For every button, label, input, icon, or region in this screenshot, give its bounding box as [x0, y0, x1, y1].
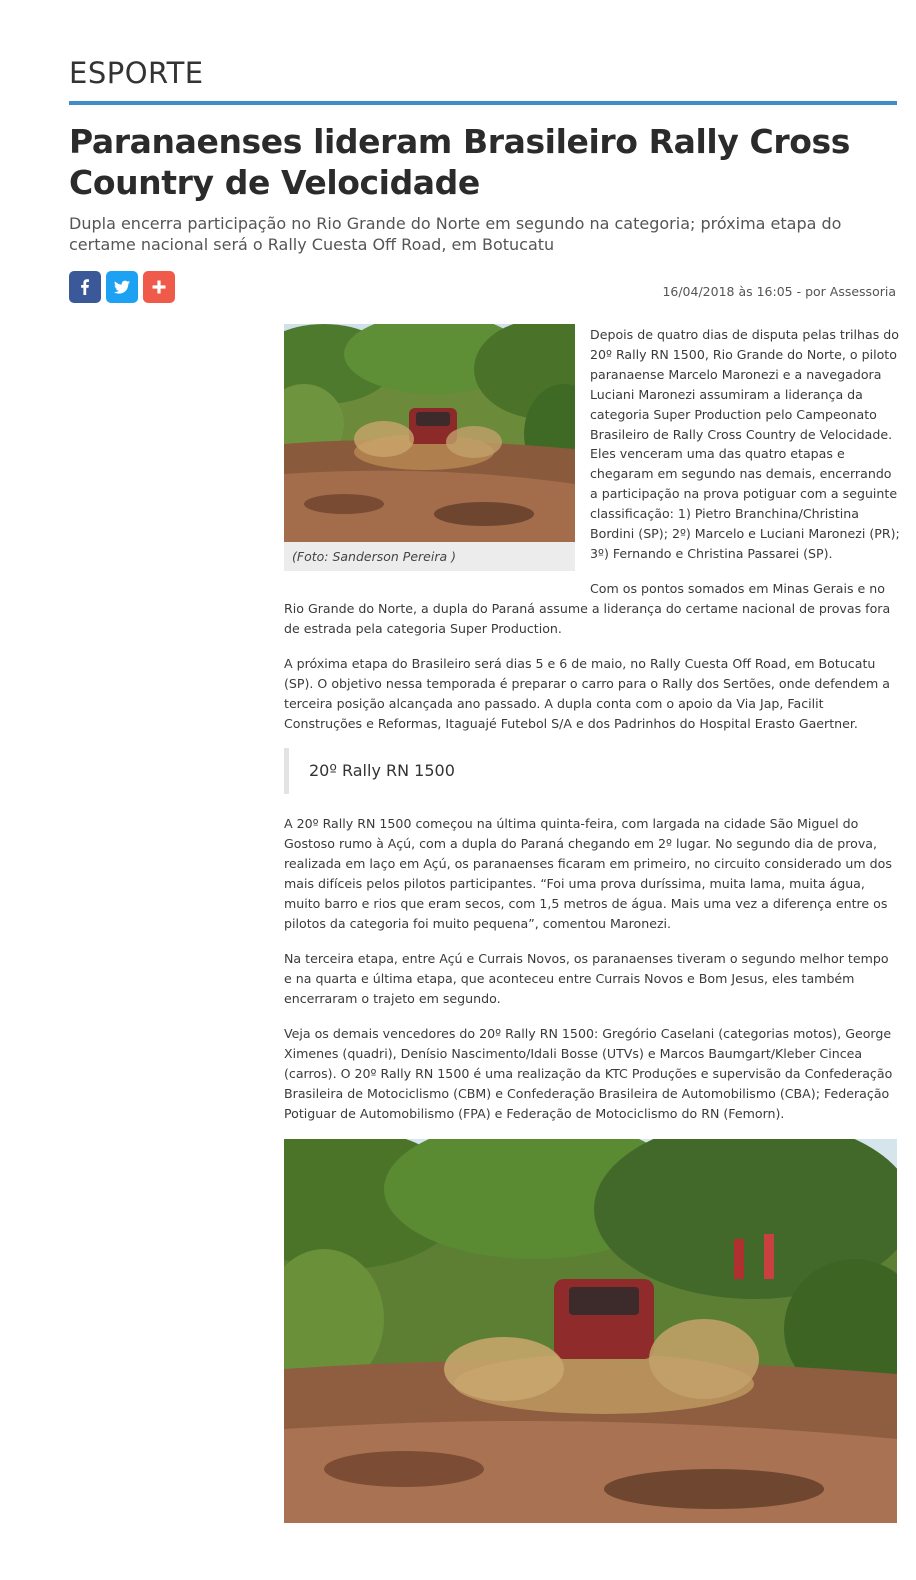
- rally-photo-small[interactable]: [284, 324, 575, 542]
- section-divider: [69, 101, 897, 105]
- article-subtitle: Dupla encerra participação no Rio Grande do Norte em segundo na categoria; próxima etapa do certame nacional será o Rally Cuesta Off Road, em Botucatu: [69, 214, 842, 254]
- article-paragraph: Com os pontos somados em Minas Gerais e no Rio Grande do Norte, a dupla do Paraná assume a liderança do certame nacional de provas fora de estrada pela categoria Super Production.: [284, 581, 891, 636]
- section-title[interactable]: ESPORTE: [69, 56, 204, 90]
- facebook-icon: [75, 277, 95, 297]
- section-heading: 20º Rally RN 1500: [309, 761, 455, 780]
- plus-icon: [149, 277, 169, 297]
- article-paragraph: Depois de quatro dias de disputa pelas trilhas do 20º Rally RN 1500, Rio Grande do Norte, o piloto paranaense Marcelo Maronezi e a navegadora Luciani Maronezi assumiram a liderança da categoria Super Production pelo Campeonato Brasileiro de Rally Cross Country de Velocidade. Eles venceram uma das quatro etapas e chegaram em segundo nas demais, encerrando a participação na prova potiguar com a seguinte classificação: 1) Pietro Branchina/Christina Bordini (SP); 2º) Marcelo e Luciani Maronezi (PR); 3º) Fernando e Christina Passarei (SP).: [590, 327, 900, 561]
- article-paragraph: Na terceira etapa, entre Açú e Currais Novos, os paranaenses tiveram o segundo melhor tempo e na quarta e última etapa, que aconteceu entre Currais Novos e Bom Jesus, eles também encerraram o trajeto em segundo.: [284, 951, 889, 1006]
- article-meta: 16/04/2018 às 16:05 - por Assessoria: [662, 284, 896, 299]
- facebook-share-button[interactable]: [69, 271, 101, 303]
- article-paragraph: A próxima etapa do Brasileiro será dias 5 e 6 de maio, no Rally Cuesta Off Road, em Botucatu (SP). O objetivo nessa temporada é preparar o carro para o Rally dos Sertões, onde defendem a terceira posição alcançada ano passado. A dupla conta com o apoio da Via Jap, Facilit Construções e Reformas, Itaguajé Futebol S/A e dos Padrinhos do Hospital Erasto Gaertner.: [284, 656, 890, 731]
- twitter-icon: [112, 277, 132, 297]
- article-title: Paranaenses lideram Brasileiro Rally Cross Country de Velocidade: [69, 122, 850, 202]
- more-share-button[interactable]: [143, 271, 175, 303]
- article-paragraph: A 20º Rally RN 1500 começou na última quinta-feira, com largada na cidade São Miguel do Gostoso rumo à Açú, com a dupla do Paraná chegando em 2º lugar. No segundo dia de prova, realizada em laço em Açú, os paranaenses ficaram em primeiro, no circuito considerado um dos mais difíceis pelos pilotos participantes. “Foi uma prova duríssima, muita lama, muita água, muito barro e rios que eram secos, com 1,5 metros de água. Mais uma vez a diferença entre os pilotos da categoria foi muito pequena”, comentou Maronezi.: [284, 816, 892, 931]
- article-figure: [284, 324, 575, 571]
- share-bar: [69, 271, 175, 303]
- twitter-share-button[interactable]: [106, 271, 138, 303]
- article-paragraph: Veja os demais vencedores do 20º Rally RN 1500: Gregório Caselani (categorias motos), George Ximenes (quadri), Denísio Nascimento/Idali Bosse (UTVs) e Marcos Baumgart/Kleber Cincea (carros). O 20º Rally RN 1500 é uma realização da KTC Produções e supervisão da Confederação Brasileira de Motociclismo (CBM) e Confederação Brasileira de Automobilismo (CBA); Federação Potiguar de Automobilismo (FPA) e Federação de Motociclismo do RN (Femorn).: [284, 1026, 893, 1121]
- figure-caption: (Foto: Sanderson Pereira ): [292, 549, 456, 564]
- section-heading-block: [284, 748, 901, 794]
- rally-photo-large[interactable]: [284, 1139, 897, 1523]
